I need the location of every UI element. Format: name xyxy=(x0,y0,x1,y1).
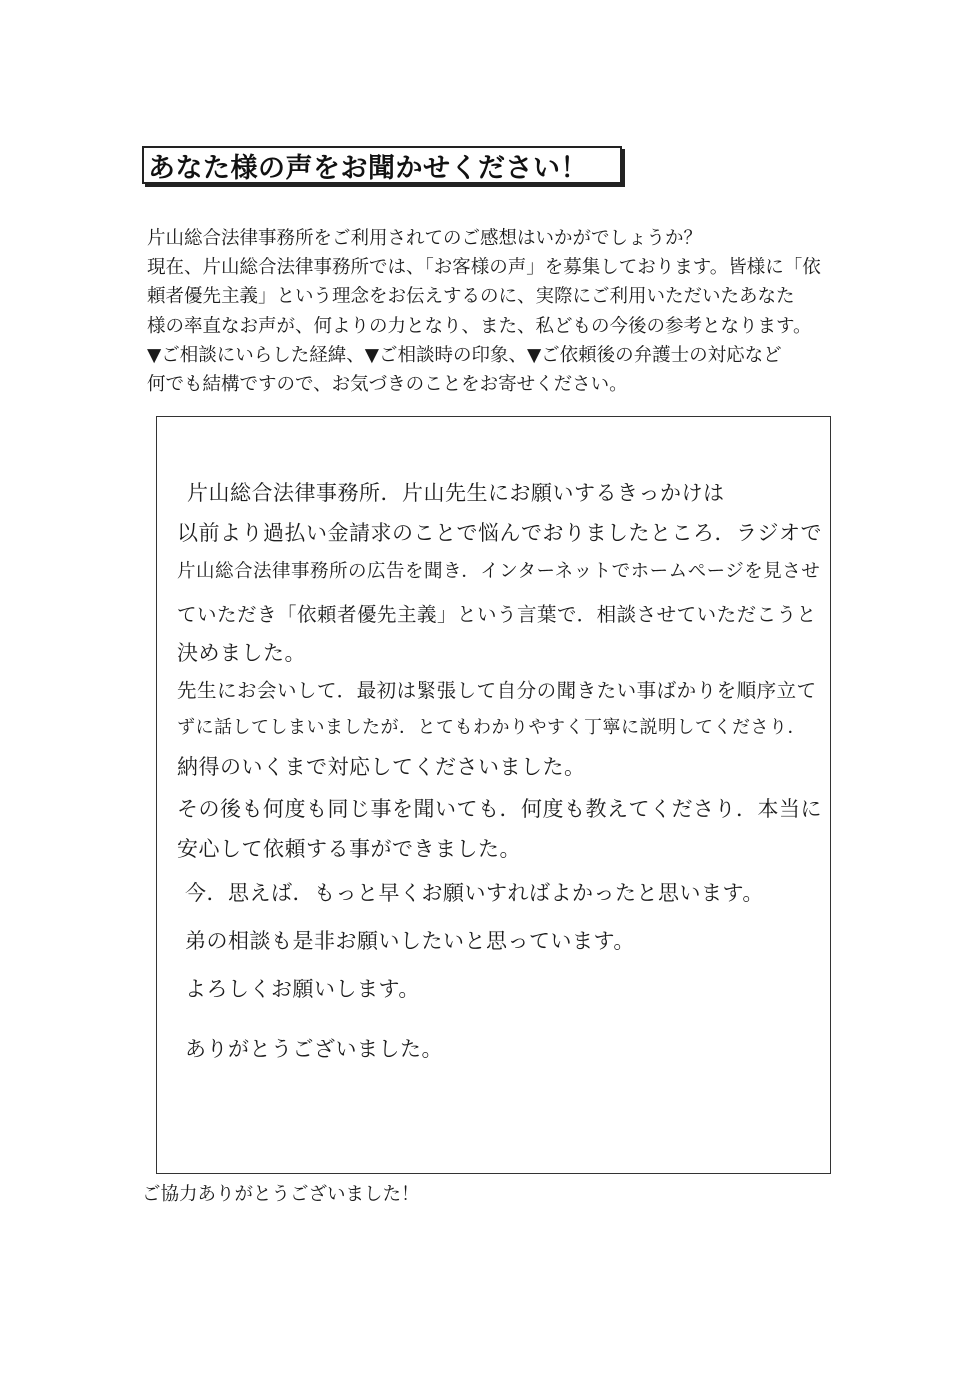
intro-line: 現在、片山総合法律事務所では、「お客様の声」を募集しております。皆様に「依 xyxy=(147,257,821,279)
letter-line: よろしくお願いします。 xyxy=(185,977,420,1001)
intro-line: 頼者優先主義」という理念をお伝えするのに、実際にご利用いただいたあなた xyxy=(147,286,795,308)
intro-line: 何でも結構ですので、お気づきのことをお寄せください。 xyxy=(147,373,628,395)
letter-line: 以前より過払い金請求のことで悩んでおりましたところ．ラジオで xyxy=(177,521,822,545)
intro-line: 様の率直なお声が、何よりの力となり、また、私どもの今後の参考となります。 xyxy=(147,315,812,337)
page-title: あなた様の声をお聞かせください！ xyxy=(148,152,588,184)
letter-line: その後も何度も同じ事を聞いても．何度も教えてくださり．本当に xyxy=(177,797,822,821)
letter-line: 今．思えば．もっと早くお願いすればよかったと思います。 xyxy=(185,881,764,905)
heading-box xyxy=(142,146,622,184)
letter-line: 片山総合法律事務所．片山先生にお願いするきっかけは xyxy=(187,481,725,505)
letter-line: 納得のいくまで対応してくださいました。 xyxy=(177,755,586,779)
letter-line: ずに話してしまいましたが．とてもわかりやすく丁寧に説明してくださり． xyxy=(177,717,806,738)
letter-line: 弟の相談も是非お願いしたいと思っています。 xyxy=(185,929,635,953)
letter-line: 安心して依頼する事ができました。 xyxy=(177,837,521,861)
handwritten-letter-box xyxy=(156,416,831,1174)
closing-thanks: ご協力ありがとうございました！ xyxy=(142,1184,420,1205)
intro-line: 片山総合法律事務所をご利用されてのご感想はいかがでしょうか？ xyxy=(147,228,703,249)
intro-paragraph xyxy=(147,224,847,399)
letter-line: 決めました。 xyxy=(177,641,306,665)
intro-line: ▼ご相談にいらした経緯、▼ご相談時の印象、▼ご依頼後の弁護士の対応など xyxy=(147,344,782,366)
letter-line: ありがとうございました。 xyxy=(185,1037,443,1061)
letter-line: 先生にお会いして．最初は緊張して自分の聞きたい事ばかりを順序立て xyxy=(177,679,817,702)
letter-line: 片山総合法律事務所の広告を聞き．インターネットでホームページを見させ xyxy=(177,561,821,582)
letter-line: ていただき「依頼者優先主義」という言葉で．相談させていただこうと xyxy=(177,603,817,626)
